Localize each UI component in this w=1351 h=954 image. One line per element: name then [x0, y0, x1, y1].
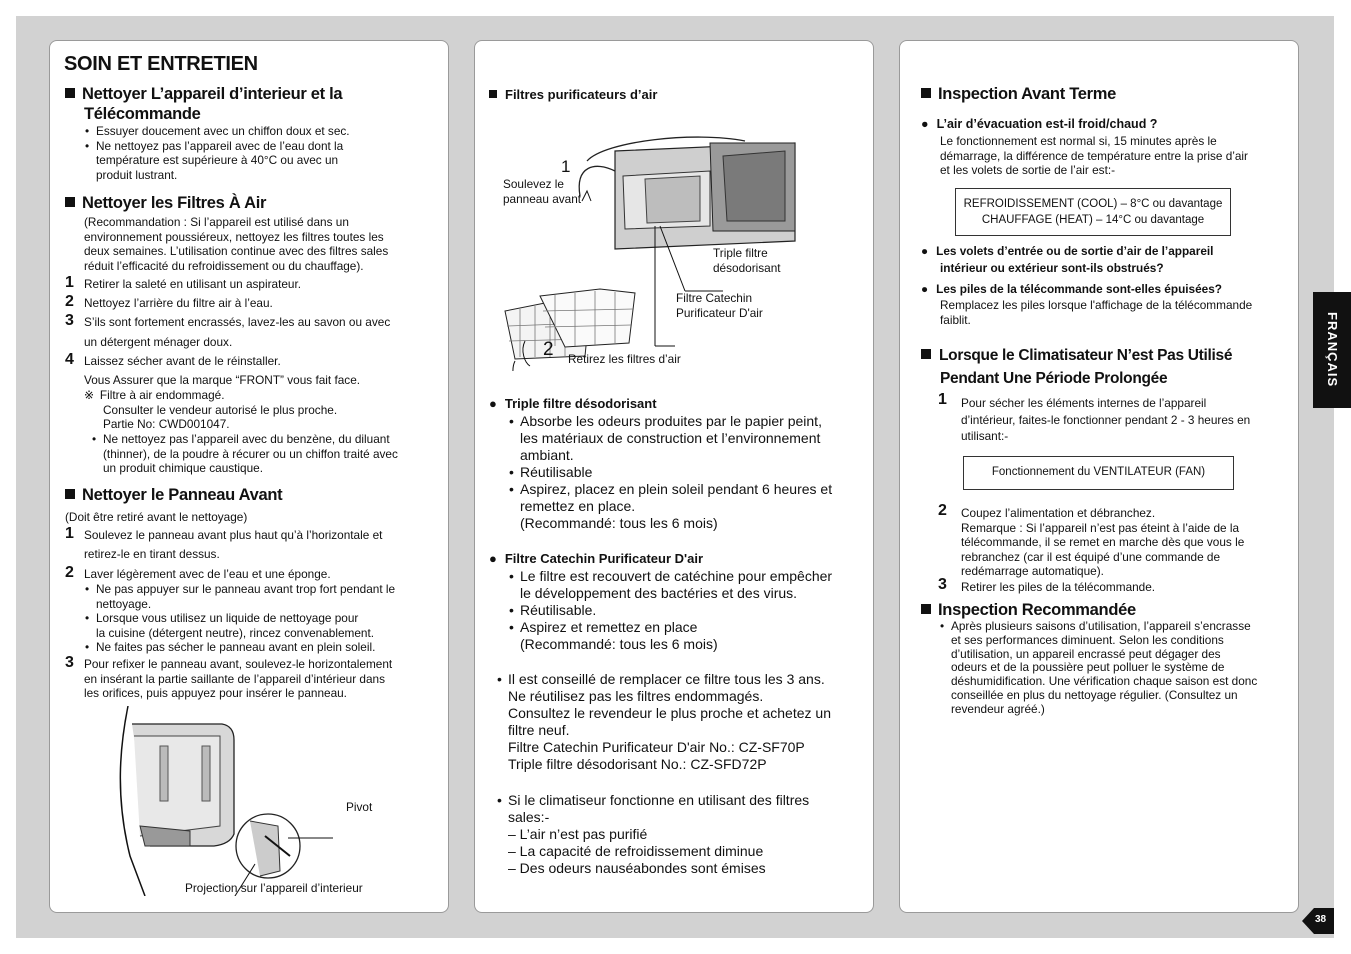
step-number: 4	[65, 351, 74, 368]
square-bullet-icon	[921, 88, 931, 98]
triple-filter-section: ● Triple filtre désodorisant • Absorbe les odeurs produites par le papier peint, les matériaux de construction et l’environnement ambiant. • Réutilisable • Aspirez, placez en plein soleil pendant 6 heures et remettez en place. (Recommandé: tous les 6 mois)	[489, 395, 832, 532]
step-number: 3	[65, 312, 74, 329]
left-panel	[49, 40, 449, 913]
square-bullet-icon	[489, 90, 497, 98]
front-panel-step-2: Laver légèrement avec de l’eau et une éponge.	[84, 567, 331, 581]
clean-unit-bullets: • Essuyer doucement avec un chiffon doux et sec. • Ne nettoyez pas l’appareil avec de l’eau dont la température est supérieure à 40°C ou avec un produit lustrant.	[96, 124, 350, 182]
section-heading-front-panel: Nettoyer le Panneau Avant	[65, 485, 282, 505]
pivot-label: Pivot	[346, 800, 373, 814]
section-heading-filters: Nettoyer les Filtres À Air	[65, 193, 266, 213]
triple-filter-label: Triple filtre désodorisant	[713, 246, 781, 275]
square-bullet-icon	[65, 88, 75, 98]
section-heading-long-storage: Lorsque le Climatisateur N’est Pas Utilisé Pendant Une Période Prolongée	[921, 344, 1232, 390]
square-bullet-icon	[65, 489, 75, 499]
step-number: 3	[938, 576, 947, 593]
square-bullet-icon	[921, 349, 931, 359]
recommended-inspection-text: • Après plusieurs saisons d’utilisation, l’appareil s’encrasse et ses performances diminuent. Selon les conditions d’utilisation, un appareil encrassé peut dégager des odeurs et de la poussière peut polluer le système de déshumidification. Une vérification chaque saison est donc conseillée en plus du nettoyage régulier. (Consultez un revendeur agréé.)	[951, 620, 1257, 717]
language-tab: FRANÇAIS	[1313, 292, 1351, 408]
lift-panel-label: Soulevez le panneau avant	[503, 177, 582, 206]
front-panel-bullets: • Ne pas appuyer sur le panneau avant trop fort pendant le nettoyage. • Lorsque vous utilisez un liquide de nettoyage pour la cuisine (détergent neutre), rincez convenablement. • Ne faites pas sécher le panneau avant en plein soleil.	[96, 582, 395, 655]
temperature-difference-box: REFROIDISSEMENT (COOL) – 8°C ou davantage CHAUFFAGE (HEAT) – 14°C ou davantage	[955, 188, 1231, 236]
section-heading-recommended-inspection: Inspection Recommandée	[921, 600, 1136, 620]
filters-step-2: Nettoyez l’arrière du filtre air à l’eau.	[84, 296, 273, 310]
storage-step-1: Pour sécher les éléments internes de l’appareil d’intérieur, faites-le fonctionner pendant 2 - 3 heures en utilisant:-	[961, 396, 1251, 443]
section-heading-clean-unit: Nettoyer L’appareil d’interieur et la Télécommande	[65, 84, 342, 124]
question-vents-blocked: ● Les volets d’entrée ou de sortie d’air de l’appareil intérieur ou extérieur sont-ils obstrués?	[921, 244, 1214, 275]
front-panel-note: (Doit être retiré avant le nettoyage)	[65, 510, 248, 524]
question-batteries: ● Les piles de la télécommande sont-elles épuisées?	[921, 282, 1222, 296]
square-bullet-icon	[65, 197, 75, 207]
benzene-warning: • Ne nettoyez pas l’appareil avec du benzène, du diluant (thinner), de la poudre à récurer ou un chiffon traité avec un produit chimique caustique.	[103, 432, 398, 476]
filters-step-3-cont: un détergent ménager doux.	[84, 335, 233, 349]
storage-step-3: Retirer les piles de la télécommande.	[961, 580, 1156, 594]
page-number-badge	[1302, 908, 1334, 934]
filters-step-3: S’ils sont fortement encrassés, lavez-les au savon ou avec	[84, 315, 391, 329]
dirty-filter-note: • Si le climatiseur fonctionne en utilisant des filtres sales:- – L’air n’est pas purifié – La capacité de refroidissement diminue – Des odeurs nauséabondes sont émises	[508, 792, 809, 877]
front-panel-step-1: Soulevez le panneau avant plus haut qu’à l’horizontale et	[84, 528, 383, 542]
right-panel	[899, 40, 1299, 913]
answer-batteries: Remplacez les piles lorsque l'affichage de la télécommande faiblit.	[940, 298, 1253, 327]
replacement-note: • Il est conseillé de remplacer ce filtre tous les 3 ans. Ne réutilisez pas les filtres endommagés. Consultez le revendeur le plus proche et achetez un filtre neuf. Filtre Catechin Purificateur D'air No.: CZ-SF70P Triple filtre désodorisant No.: CZ-SFD72P	[508, 671, 831, 773]
catechin-filter-label: Filtre Catechin Purificateur D'air	[676, 291, 763, 320]
front-panel-pivot-illustration	[110, 706, 430, 896]
catechin-filter-section: ● Filtre Catechin Purificateur D'air • Le filtre est recouvert de catéchine pour empêcher le développement des bactéries et des virus. • Réutilisable. • Aspirez et remettez en place (Recommandé: tous les 6 mois)	[489, 550, 832, 653]
step-number: 1	[65, 525, 74, 542]
damaged-filter-note: ※ Filtre à air endommagé. Consulter le vendeur autorisé le plus proche. Partie No: CWD001047.	[84, 388, 338, 431]
step-number: 2	[65, 564, 74, 581]
question-exhaust-air: ● L’air d’évacuation est-il froid/chaud ?	[921, 117, 1158, 131]
fan-mode-box: Fonctionnement du VENTILATEUR (FAN)	[963, 456, 1234, 490]
step-number: 1	[65, 274, 74, 291]
figure-step-1-number: 1	[561, 157, 571, 176]
page-title: SOIN ET ENTRETIEN	[64, 53, 258, 75]
front-panel-step-1-cont: retirez-le en tirant dessus.	[84, 547, 220, 561]
page-number: 38	[1315, 914, 1327, 925]
projection-label: Projection sur l’appareil d’interieur	[185, 881, 363, 895]
step-number: 2	[65, 293, 74, 310]
front-mark-note: Vous Assurer que la marque “FRONT” vous fait face.	[84, 373, 361, 387]
step-number: 1	[938, 391, 947, 408]
filters-step-4: Laissez sécher avant de le réinstaller.	[84, 354, 281, 368]
step-number: 2	[938, 502, 947, 519]
middle-panel	[474, 40, 874, 913]
section-heading-inspection-before: Inspection Avant Terme	[921, 84, 1116, 104]
square-bullet-icon	[921, 604, 931, 614]
filters-recommendation: (Recommandation : Si l’appareil est utilisé dans un environnement poussiéreux, nettoyez les filtres toutes les deux semaines. L’utilisation continue avec des filtres sales réduit l’efficacité du refroidissement ou du chauffage).	[84, 215, 389, 273]
air-filters-heading: Filtres purificateurs d’air	[489, 87, 657, 102]
filters-step-1: Retirer la saleté en utilisant un aspirateur.	[84, 277, 302, 291]
front-panel-step-3: Pour refixer le panneau avant, soulevez-le horizontalement en insérant la partie saillante de l’appareil d’intérieur dans les orifices, puis appuyez pour insérer le panneau.	[84, 657, 393, 700]
figure-step-2-number: 2	[543, 339, 554, 360]
answer-exhaust-air: Le fonctionnement est normal si, 15 minutes après le démarrage, la différence de température entre la prise d’air et les volets de sortie de l’air est:-	[940, 134, 1248, 177]
step-number: 3	[65, 654, 74, 671]
storage-step-2: Coupez l’alimentation et débranchez. Remarque : Si l’appareil n’est pas éteint à l’aide de la télécommande, il se remet en marche dès que vous le rebranchez (car il est équipé d’une commande de redémarrage automatique).	[961, 506, 1245, 578]
remove-filters-label: Retirez les filtres d’air	[568, 352, 681, 366]
